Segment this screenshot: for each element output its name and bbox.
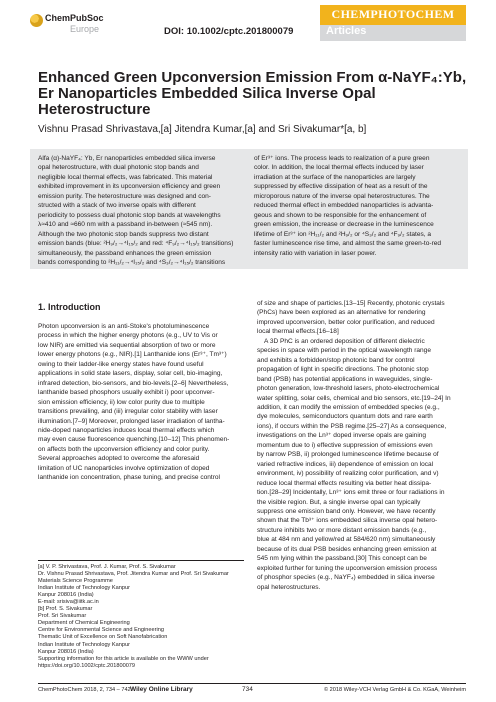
- footer-divider: [38, 683, 466, 684]
- abstract-line: of Er³⁺ ions. The process leads to realization of a pure green: [254, 155, 430, 162]
- body-line: the visible region. But, a single inverse opal can typically: [257, 498, 421, 506]
- body-line: local thermal effects.[16–18]: [257, 328, 339, 336]
- body-line: lanthanide based phosphors usually exhibit i) poor upconver-: [38, 389, 215, 397]
- body-line: band (PSB) has potential applications in waveguides, single-: [257, 375, 433, 383]
- abstract-line: simultaneously, the passband enhances the green emission: [38, 249, 212, 257]
- footnote-line: Kanpur 208016 (India): [38, 592, 94, 599]
- abstract-line: microporous nature of the inverse opal heterostructures. The: [254, 192, 430, 200]
- abstract-line: λ≈410 and ≈660 nm with a passband in-between (≈545 nm).: [38, 221, 213, 229]
- journal-name: CHEMPHOTOCHEM: [331, 7, 455, 21]
- body-line: sion emission efficiency, ii) low color purity due to multiple: [38, 398, 205, 406]
- body-line: opal heterostructures.: [257, 583, 321, 591]
- abstract-line: negligible local thermal effects, was fabricated. This material: [38, 173, 213, 181]
- article-title: Enhanced Green Upconversion Emission From α-NaYF₄:Yb, Er Nanoparticles Embedded Silica Inverse Opal Heterostructure: [38, 69, 467, 118]
- abstract-line: bands corresponding to ²H₁₁/₂→⁴I₁₅/₂ and ⁴S₃/₂→⁴I₁₅/₂ transitions: [38, 258, 226, 266]
- footnote-line: Department of Chemical Engineering: [38, 620, 130, 627]
- body-line: momentum due to i) effective suppression of emissions even: [257, 441, 433, 449]
- body-column-left: [38, 322, 244, 483]
- body-line: reduce local thermal effects resulting via better heat dissipa-: [257, 479, 432, 487]
- abstract-line: suppressed by effective dissipation of heat as a result of the: [254, 183, 428, 191]
- body-line: because of its dual PSB besides enhancing green emission at: [257, 545, 437, 553]
- footnote-line: Indian Institute of Technology Kanpur: [38, 641, 130, 648]
- body-line: lower energy photons (e.g., NIR).[1] Lanthanide ions (Er³⁺, Tm³⁺): [38, 351, 227, 359]
- abstract-line: reduced thermal effect in embedded nanoparticles is advanta-: [254, 202, 434, 210]
- abstract-column-left: [38, 154, 244, 267]
- article-section: Articles: [326, 25, 367, 37]
- abstract-line: exhibited improvement in its upconversion efficiency and green: [38, 183, 221, 191]
- body-line: propagation of light in specific directions. The photonic stop: [257, 366, 429, 374]
- body-line: infrared detection, bio-sensors, and bio-levels.[2–6] Nevertheless,: [38, 379, 229, 387]
- footnote-line: Dr. Vishnu Prasad Shrivastava, Prof. Jitendra Kumar and Prof. Sri Sivakumar: [38, 571, 229, 578]
- body-line: (PhCs) have been explored as an alternative for rendering: [257, 309, 426, 317]
- footnote-line: Materials Science Programme: [38, 578, 113, 585]
- body-line: may even cause fluorescence quenching.[10–12] This phenomen-: [38, 436, 230, 444]
- body-line: photon generation, low-threshold lasers, photo-electrochemical: [257, 385, 440, 393]
- abstract-line: Although the two photonic stop bands suppress two distant: [38, 230, 209, 238]
- body-line: 545 nm lying within the passband.[30] This concept can be: [257, 555, 427, 563]
- body-line: dye molecules, semiconductors quantum dots and rare earth: [257, 413, 433, 421]
- abstract-line: periodicity to possess dual photonic stop bands at wavelengths: [38, 211, 221, 219]
- body-line: and exhibits a forbidden/stop photonic band for control: [257, 356, 415, 364]
- body-line: investigations on the Ln³⁺ doped inverse opals are gaining: [257, 432, 427, 440]
- chempubsoc-logo-icon: [30, 14, 43, 27]
- body-line: shown that the Tb³⁺ ions embedded silica inverse opal hetero-: [257, 517, 438, 525]
- footer-library-link[interactable]: Wiley Online Library: [130, 686, 193, 693]
- footnote-line: Indian Institute of Technology Kanpur: [38, 585, 130, 592]
- abstract-line: faster luminescence rise time, and almost the same green-to-red: [254, 240, 442, 248]
- body-line: applications in solid state lasers, display, solar cell, bio-imaging,: [38, 370, 223, 378]
- body-line: Photon upconversion is an anti-Stoke's photoluminescence: [38, 323, 210, 330]
- body-line: of size and shape of particles.[13–15] Recently, photonic crystals: [257, 300, 445, 307]
- body-line: addition, it can modify the emission of embedded species (e.g.,: [257, 403, 440, 411]
- publisher-subname: Europe: [70, 24, 100, 34]
- body-column-right: [257, 299, 466, 592]
- abstract-line: color. In addition, the local thermal effects induced by laser: [254, 164, 424, 172]
- footnote-line: https://doi.org/10.1002/cptc.201800079: [38, 662, 136, 669]
- footnote-line: Centre for Environmental Science and Engineering: [38, 627, 164, 634]
- body-line: by narrow PSB, ii) prolonged luminescence lifetime because of: [257, 451, 439, 459]
- body-line: lanthanide ion concentration, phase tuning, and precise control: [38, 474, 220, 482]
- article-authors: Vishnu Prasad Shrivastava,[a] Jitendra Kumar,[a] and Sri Sivakumar*[a, b]: [38, 124, 367, 135]
- body-line: species in space with period in the optical wavelength range: [257, 347, 431, 355]
- footnote-line: Kanpur 208016 (India): [38, 648, 94, 655]
- abstract-line: emission bands (blue: ²H₉/₂→⁴I₁₅/₂ and red: ⁴F₉/₂→⁴I₁₅/₂ transitions): [38, 240, 234, 248]
- section-heading: 1. Introduction: [38, 302, 101, 312]
- body-line: water splitting, solar cells, chemical and bio sensors, etc.[19–24] In: [257, 394, 451, 402]
- abstract-line: lifetime of Er³⁺ ion ²H₁₁/₂ and ²H₉/₂ or ⁴S₃/₂ and ⁴F₉/₂ states, a: [254, 230, 432, 238]
- journal-badge: [320, 5, 466, 41]
- footnote-line: [a] V. P. Shrivastava, Prof. J. Kumar, Prof. S. Sivakumar: [38, 564, 176, 570]
- footnote-line: Supporting information for this article is available on the WWW under: [38, 655, 209, 662]
- body-line: limitation of UC nanoparticles involve optimization of doped: [38, 464, 210, 472]
- publisher-name: ChemPubSoc: [45, 13, 104, 23]
- abstract-column-right: [254, 154, 460, 258]
- body-line: illumination.[7–9] Moreover, prolonged laser irradiation of lantha-: [38, 417, 225, 425]
- body-paragraph: [257, 337, 466, 592]
- abstract-line: emission purity. The heterostructure was designed and con-: [38, 192, 211, 200]
- abstract-line: irradiation at the surface of the nanoparticles are largely: [254, 173, 416, 181]
- abstract-line: geous and shown to be responsible for the enhancement of: [254, 211, 427, 219]
- body-line: Several approaches adopted to overcome the aforesaid: [38, 455, 200, 463]
- footnote-line: [b] Prof. S. Sivakumar: [38, 606, 93, 613]
- footnote-line: Prof. Sri Sivakumar: [38, 613, 87, 620]
- body-line: of phosphor species (e.g., NaYF₄) embedded in silica inverse: [257, 574, 435, 582]
- abstract-box: [30, 149, 468, 269]
- body-line: suppress one emission band only. However, we have recently: [257, 507, 436, 515]
- body-line: nide-doped nanoparticles induces local thermal effects which: [38, 426, 215, 434]
- body-line: process in which the higher energy photons (e.g., UV to Vis or: [38, 332, 218, 340]
- body-line: improved upconversion, better color purification, and reduced: [257, 318, 435, 326]
- article-doi[interactable]: DOI: 10.1002/cptc.201800079: [164, 26, 294, 37]
- footer-copyright: © 2018 Wiley-VCH Verlag GmbH & Co. KGaA, Weinheim: [323, 687, 466, 693]
- abstract-line: green emission, the increase or decrease in the luminescence: [254, 221, 434, 229]
- body-line: A 3D PhC is an ordered deposition of different dielectric: [264, 337, 425, 345]
- body-line: owing to their ladder-like energy states have found useful: [38, 360, 204, 368]
- affiliation-footnotes: [38, 560, 244, 670]
- body-line: low NIR) are emitted via sequential absorption of two or more: [38, 341, 216, 349]
- page-number: 734: [242, 686, 253, 693]
- body-line: tion.[28–29] Incidentally, Ln³⁺ ions emit three or four radiations in: [257, 489, 445, 497]
- footnote-line: Thematic Unit of Excellence on Soft Nanofabrication: [38, 634, 168, 641]
- abstract-line: Alfa (α)-NaYF₄: Yb, Er nanoparticles embedded silica inverse: [38, 155, 216, 162]
- footnote-line: E-mail: srisiva@iitk.ac.in: [38, 599, 99, 606]
- body-line: environment, iv) possibility of realizing color purification, and v): [257, 470, 439, 478]
- abstract-line: intensity ratio with variation in laser power.: [254, 249, 377, 257]
- footer-citation: ChemPhotoChem 2018, 2, 734 – 742: [38, 687, 131, 693]
- body-paragraph: [257, 299, 466, 337]
- body-line: structure inhibits two or more distant emission bands (e.g.,: [257, 526, 427, 534]
- abstract-line: structed with a stack of two inverse opals with different: [38, 202, 196, 210]
- body-line: ions), if occurs within the PSB regime.[25–27] As a consequence,: [257, 422, 447, 430]
- body-line: varied refractive indices, iii) dependence of emission on local: [257, 460, 434, 468]
- body-line: transitions prevailing, and (iii) irregular color stability with laser: [38, 408, 218, 416]
- body-line: blue at 484 nm and yellow/red at 584/620 nm) simultaneously: [257, 536, 436, 544]
- publisher-logo: [30, 12, 140, 42]
- body-line: exploited further for tuning the upconversion emission process: [257, 564, 438, 572]
- abstract-line: opal heterostructure, with dual photonic stop bands and: [38, 164, 199, 172]
- body-line: on affects both the upconversion efficiency and color purity.: [38, 445, 210, 453]
